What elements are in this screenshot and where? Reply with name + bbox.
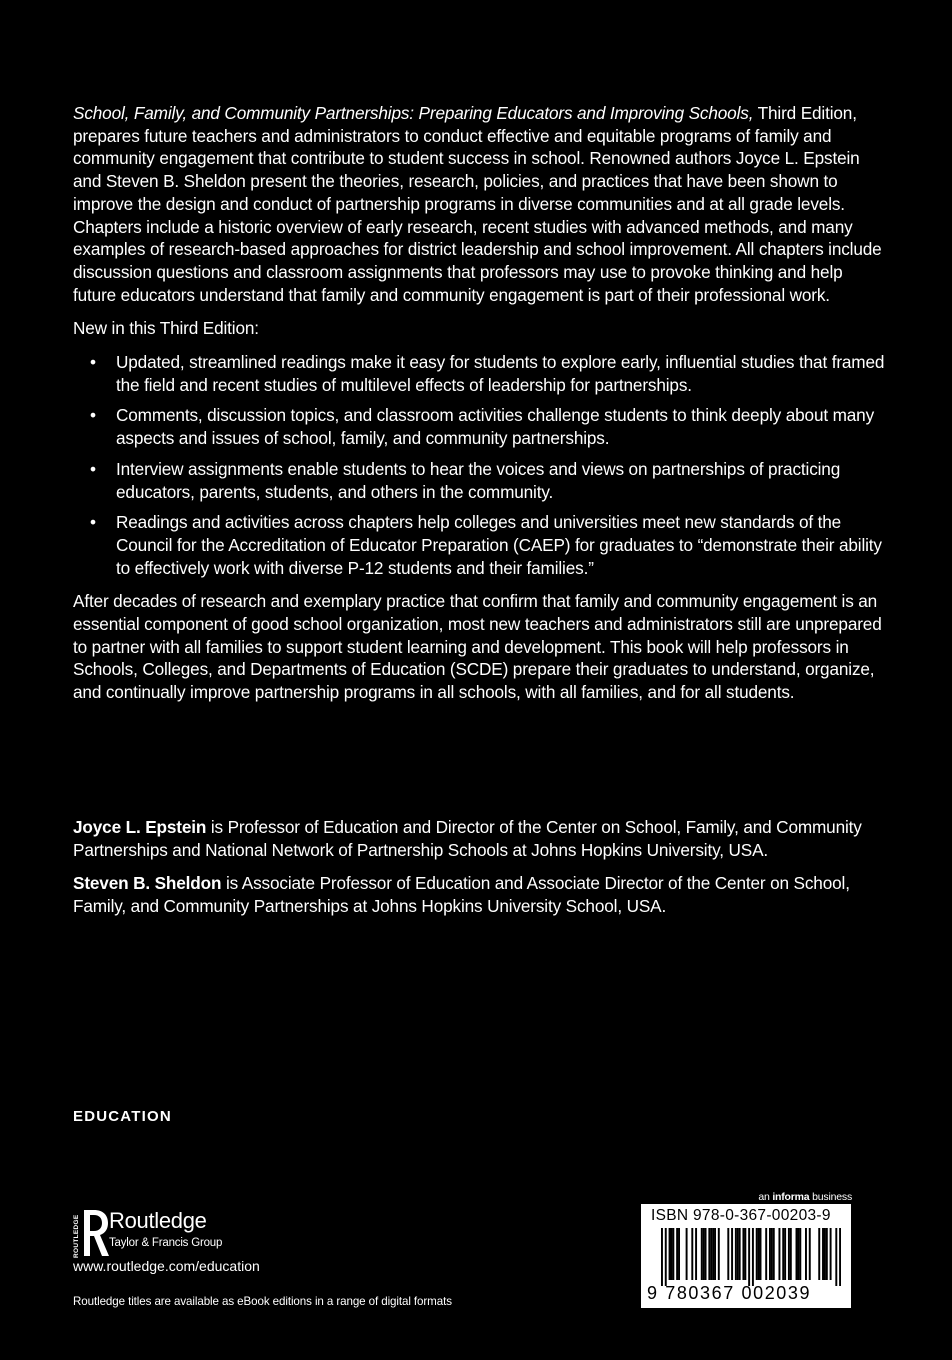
barcode-bar [737,1228,739,1280]
bullet-icon: • [90,458,96,479]
barcode-bar [695,1228,697,1280]
barcode-bar [826,1228,828,1280]
intro-paragraph [73,102,885,306]
barcode-bar [778,1228,780,1280]
barcode-digits: 9 780367 002039 [647,1283,812,1303]
barcode-bar [788,1228,790,1280]
barcode-bar [765,1228,767,1280]
feature-text: Readings and activities across chapters help colleges and universities meet new standards of the Council for the Accreditation of Educator Preparation (CAEP) for graduates to “demonstrate their ability to effectively work with diverse P-12 students and their families.” [116,512,882,578]
subject-category: EDUCATION [73,1108,172,1125]
isbn-barcode [641,1204,851,1308]
informa-prefix: an [758,1191,773,1203]
informa-brand: informa [772,1191,810,1203]
barcode-bar [769,1228,771,1280]
book-title-italic: School, Family, and Community Partnerships: Preparing Educators and Improving Schools, [73,103,754,123]
author-name: Steven B. Sheldon [73,873,222,894]
barcode-bar [758,1228,760,1280]
barcode-bar [691,1228,693,1280]
barcode-bar [742,1228,744,1280]
barcode-bar [805,1228,807,1280]
intro-text: Third Edition, prepares future teachers and administrators to conduct effective and equitable programs of family and community engagement that contribute to student success in school. Renowned authors Joyce L. Epstein and Steven B. Sheldon present the theories, research, policies, and practices that have been shown to improve the design and conduct of partnership programs in diverse communities and at all grade levels. Chapters include a historic overview of early research, recent studies with advanced methods, and many examples of research-based approaches for district leadership and school improvement. All chapters include discussion questions and classroom assignments that professors may use to provoke thinking and help future educators understand that family and community engagement is part of their professional work. [73,103,882,305]
author-bios [73,816,863,929]
barcode-bar [771,1228,773,1280]
barcode-bar [705,1228,707,1280]
feature-text: Updated, streamlined readings make it easy for students to explore early, influential studies that framed the field and recent studies of multilevel effects of leadership for partnerships. [116,352,885,395]
publisher-group: Taylor & Francis Group [109,1237,223,1249]
author-bio [73,816,863,861]
bullet-icon: • [90,352,96,373]
barcode-bar [710,1228,712,1280]
logo-vertical-text: ROUTLEDGE [73,1214,80,1258]
barcode-bar [672,1228,674,1280]
barcode-bar [773,1228,775,1280]
author-bio-text: is Professor of Education and Director of the Center on School, Family, and Community Partnerships and National Network of Partnership Schools at Johns Hopkins University, USA. [73,817,862,860]
barcode-bars [661,1228,841,1286]
author-bio [73,872,863,917]
features-list [73,351,885,579]
feature-item [73,458,885,503]
barcode-bar [824,1228,826,1280]
barcode-bar [839,1228,841,1286]
publisher-name: Routledge [109,1208,207,1233]
barcode-bar [799,1228,801,1280]
closing-paragraph: After decades of research and exemplary practice that confirm that family and community engagement is an essential component of good school organization, most new teachers and administrators still are unprepared to partner with all families to support student learning and development. This book will help professors in Schools, Colleges, and Departments of Education (SCDE) prepare their graduates to understand, organize, and continually improve partnership programs in all schools, with all families, and for all students. [73,591,882,703]
barcode-bar [782,1228,784,1280]
barcode-bar [686,1228,688,1280]
barcode-bar [701,1228,703,1280]
barcode-bar [708,1228,710,1280]
barcode-bar [744,1228,746,1280]
barcode-bar [712,1228,714,1280]
barcode-bar [731,1228,733,1280]
barcode-bar [835,1228,837,1286]
author-name: Joyce L. Epstein [73,817,207,837]
barcode-bar [714,1228,716,1280]
barcode-bar [797,1228,799,1280]
barcode-bar [760,1228,762,1280]
publisher-url[interactable]: www.routledge.com/education [73,1258,260,1274]
barcode-bar [822,1228,824,1280]
bullet-icon: • [90,512,96,533]
barcode-bar [665,1228,667,1286]
barcode-bar [809,1228,811,1280]
feature-item [73,404,885,449]
barcode-bar [703,1228,705,1280]
barcode-bar [735,1228,737,1280]
barcode-bar [669,1228,671,1280]
barcode-bar [718,1228,720,1280]
barcode-bar [670,1228,672,1280]
informa-tagline [758,1191,852,1203]
barcode-bar [756,1228,758,1280]
barcode-bar [727,1228,729,1280]
barcode-bar [752,1228,754,1286]
book-description [73,102,885,715]
barcode-bar [676,1228,678,1280]
author-bio-text: is Associate Professor of Education and Associate Director of the Center on School, Family, and Community Partnerships at Johns Hopkins University School, USA. [73,873,850,917]
feature-item [73,351,885,396]
new-edition-heading: New in this Third Edition: [73,318,259,339]
barcode-bar [739,1228,741,1280]
barcode-bar [678,1228,680,1280]
informa-suffix: business [809,1191,852,1203]
barcode-bar [818,1228,820,1280]
isbn-label: ISBN 978-0-367-00203-9 [651,1207,831,1224]
feature-text: Comments, discussion topics, and classroom activities challenge students to think deeply about many aspects and issues of school, family, and community partnerships. [116,405,875,449]
barcode-bar [796,1228,798,1280]
feature-text: Interview assignments enable students to hear the voices and views on partnerships of practicing educators, parents, students, and others in the community. [116,458,841,502]
barcode-bar [790,1228,792,1280]
barcode-bar [748,1228,750,1286]
barcode-bar [784,1228,786,1280]
bullet-icon: • [90,405,96,426]
ebook-note: Routledge titles are available as eBook editions in a range of digital formats [73,1295,452,1308]
barcode-bar [661,1228,663,1286]
barcode-bar [830,1228,832,1280]
feature-item [73,511,885,579]
